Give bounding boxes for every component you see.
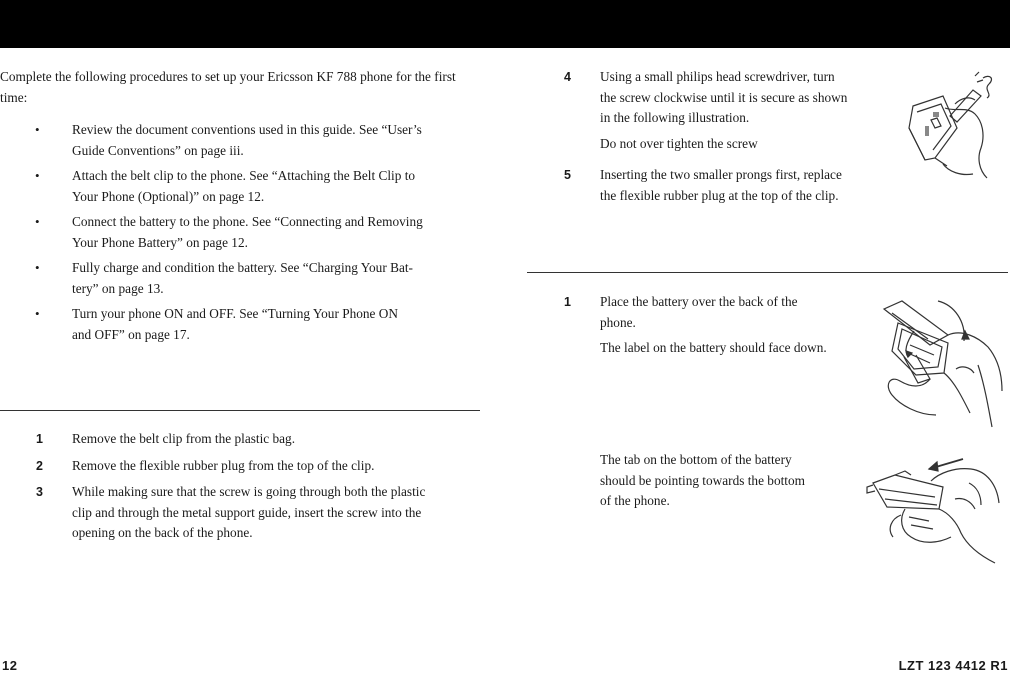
tab-note-line: The tab on the bottom of the battery — [600, 452, 792, 467]
document-code: LZT 123 4412 R1 — [898, 658, 1008, 673]
step-text — [72, 456, 482, 477]
step-line: Inserting the two smaller prongs first, replace — [600, 167, 842, 182]
step-text — [72, 482, 482, 544]
step-number: 5 — [564, 168, 571, 182]
tab-note-line: of the phone. — [600, 493, 670, 508]
step-note: Do not over tighten the screw — [600, 135, 758, 151]
bullet-line: Review the document conventions used in this guide. See “User’s — [72, 122, 422, 137]
section-divider-left — [0, 410, 480, 411]
step-number: 1 — [564, 295, 571, 309]
intro-line-1 — [0, 67, 485, 108]
intro-text: Complete the following procedures to set up your Ericsson KF 788 phone for the first time: — [0, 69, 456, 105]
step-number: 2 — [36, 459, 43, 473]
step-line: Place the battery over the back of the — [600, 294, 798, 309]
bullet-line: Connect the battery to the phone. See “Connecting and Removing — [72, 214, 423, 229]
step-line: the screw clockwise until it is secure as shown — [600, 89, 848, 105]
step-line: in the following illustration. — [600, 110, 750, 125]
step-text — [600, 67, 890, 154]
bullet-line: Turn your phone ON and OFF. See “Turning Your Phone ON — [72, 306, 398, 321]
bullet-line: Guide Conventions” on page iii. — [72, 142, 244, 158]
bullet-line: Your Phone Battery” on page 12. — [72, 234, 248, 250]
step-line: While making sure that the screw is going through both the plastic — [72, 484, 426, 499]
step-line: opening on the back of the phone. — [72, 525, 253, 540]
bullet-symbol: • — [35, 168, 40, 183]
step-number: 3 — [36, 485, 43, 499]
step-line: Remove the belt clip from the plastic bag. — [72, 431, 296, 446]
bullet-symbol: • — [35, 260, 40, 275]
tab-note-line: should be pointing towards the bottom — [600, 472, 805, 488]
step-number: 4 — [564, 70, 571, 84]
bullet-line: Your Phone (Optional)” on page 12. — [72, 188, 265, 204]
header-bar — [0, 0, 1010, 48]
step-line: the flexible rubber plug at the top of the clip. — [600, 187, 839, 203]
bullet-line: Attach the belt clip to the phone. See “Attaching the Belt Clip to — [72, 168, 416, 183]
battery-tab-illustration — [865, 455, 1007, 567]
page-number: 12 — [2, 658, 18, 673]
section-divider-right — [527, 272, 1008, 273]
step-number: 1 — [36, 432, 43, 446]
step-note: The label on the battery should face down. — [600, 340, 827, 355]
step-line: Remove the flexible rubber plug from the top of the clip. — [72, 458, 375, 473]
step-line: Using a small philips head screwdriver, turn — [600, 69, 835, 84]
step-text — [600, 292, 890, 359]
step-line: clip and through the metal support guide, insert the screw into the — [72, 504, 422, 520]
bullet-symbol: • — [35, 122, 40, 137]
battery-placement-illustration — [878, 295, 1006, 430]
screwdriver-illustration — [895, 68, 1005, 188]
bullet-line: and OFF” on page 17. — [72, 326, 190, 342]
step-text — [72, 429, 482, 450]
tab-note — [600, 450, 860, 512]
step-text — [600, 165, 900, 206]
bullet-line: tery” on page 13. — [72, 280, 164, 296]
bullet-symbol: • — [35, 214, 40, 229]
step-line: phone. — [600, 314, 636, 330]
bullet-symbol: • — [35, 306, 40, 321]
bullet-line: Fully charge and condition the battery. See “Charging Your Bat- — [72, 260, 413, 275]
